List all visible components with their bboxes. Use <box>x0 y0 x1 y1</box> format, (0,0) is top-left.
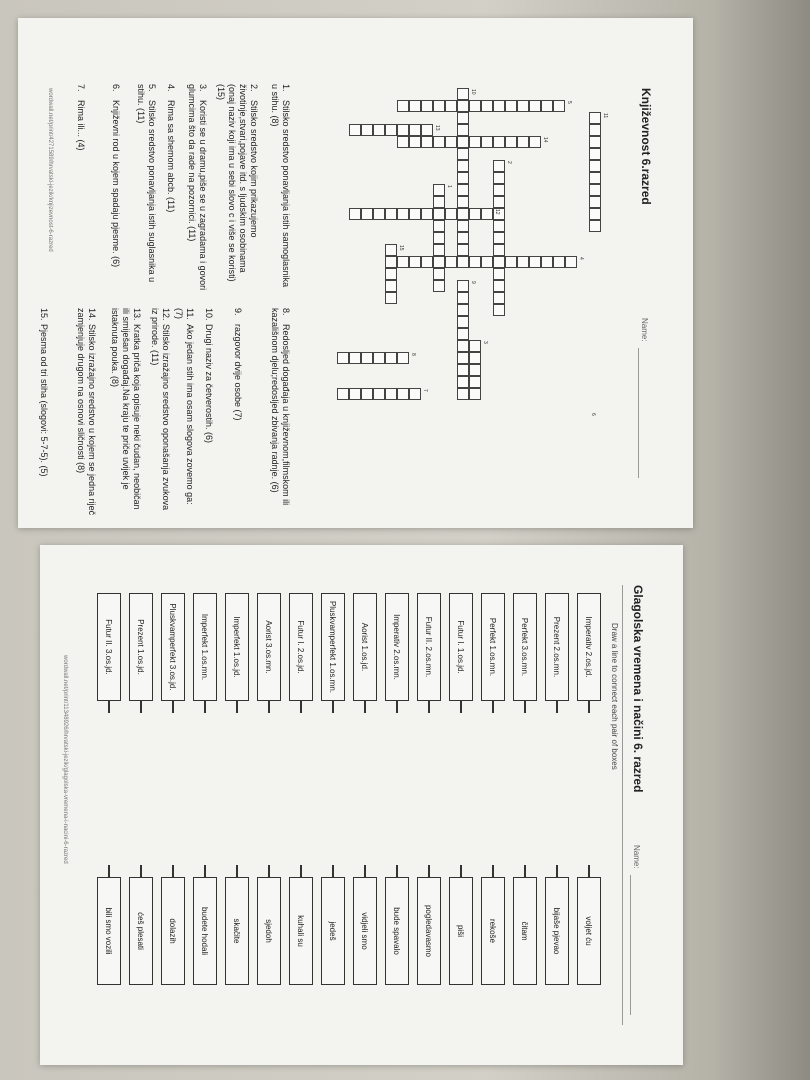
right-box[interactable]: bili smo vozili <box>97 877 121 985</box>
crossword-cell[interactable] <box>337 388 349 400</box>
connector-stub[interactable] <box>237 701 239 713</box>
crossword-cell[interactable] <box>373 388 385 400</box>
crossword-cell[interactable] <box>385 256 397 268</box>
clue-number: 8. <box>281 308 291 316</box>
right-box[interactable]: piši <box>449 877 473 985</box>
crossword-cell[interactable] <box>589 160 601 172</box>
crossword-grid <box>323 88 613 416</box>
crossword-cell[interactable] <box>589 208 601 220</box>
right-box[interactable]: skačite <box>225 877 249 985</box>
crossword-cell[interactable] <box>457 352 469 364</box>
crossword-cell[interactable] <box>445 136 457 148</box>
connector-stub[interactable] <box>557 701 559 713</box>
crossword-cell[interactable] <box>385 124 397 136</box>
clue-number: 6. <box>111 84 122 92</box>
crossword-cell[interactable] <box>373 124 385 136</box>
clue-number: 12. <box>161 308 171 321</box>
left-box[interactable]: Futur II. 2.os.mn. <box>417 593 441 701</box>
crossword-cell[interactable] <box>349 208 361 220</box>
crossword-cell[interactable] <box>409 100 421 112</box>
crossword-cell[interactable] <box>433 244 445 256</box>
crossword-cell[interactable] <box>517 256 529 268</box>
crossword-cell[interactable] <box>541 100 553 112</box>
crossword-cell[interactable] <box>433 184 445 196</box>
clue-number-marker: 7 <box>422 389 428 392</box>
clue-number-marker: 14 <box>542 137 548 143</box>
clue-number: 11. <box>185 308 195 320</box>
connector-stub[interactable] <box>109 865 111 877</box>
crossword-cell[interactable] <box>493 292 505 304</box>
right-box[interactable]: ćeš plesati <box>129 877 153 985</box>
crossword-cell[interactable] <box>457 316 469 328</box>
crossword-cell[interactable] <box>349 352 361 364</box>
crossword-cell[interactable] <box>457 100 469 112</box>
right-box[interactable]: voljet ću <box>577 877 601 985</box>
left-box[interactable]: Aorist 1.os.jd. <box>353 593 377 701</box>
clue-text: Drugi naziv za četverostih. (6) <box>204 324 215 444</box>
crossword-cell[interactable] <box>505 256 517 268</box>
clue-text: Stilsko sredstvo kojim prikazujemo životinje,stvari,pojave itd. s ljudskim osobinama (onaj naziv koji ima u sebi slovo c i više se koristi) (15) <box>216 84 259 282</box>
crossword-cell[interactable] <box>481 136 493 148</box>
crossword-cell[interactable] <box>589 136 601 148</box>
crossword-cell[interactable] <box>409 208 421 220</box>
crossword-cell[interactable] <box>469 208 481 220</box>
clue-number: 7. <box>76 84 87 92</box>
crossword-cell[interactable] <box>589 196 601 208</box>
clue-number-marker: 6 <box>590 413 596 416</box>
right-box[interactable]: budete hodali <box>193 877 217 985</box>
crossword-cell[interactable] <box>361 124 373 136</box>
crossword-cell[interactable] <box>421 136 433 148</box>
connector-stub[interactable] <box>365 701 367 713</box>
crossword-cell[interactable] <box>457 232 469 244</box>
connector-stub[interactable] <box>301 701 303 713</box>
crossword-cell[interactable] <box>385 352 397 364</box>
crossword-footer: wordwall.net/print/4271589/hrvatski-jezik/knjizevnost-6-razred <box>47 88 53 252</box>
right-box[interactable]: vidjeli smo <box>353 877 377 985</box>
clue-text: Kratka priča koja opisuje neki čudan, neobičan ili smiješan događaj.Na kraju te priče uvijek je istaknuta pouka. (8) <box>110 308 143 510</box>
title-rule <box>622 585 623 1025</box>
connector-stub[interactable] <box>333 701 335 713</box>
crossword-cell[interactable] <box>457 136 469 148</box>
crossword-cell[interactable] <box>493 304 505 316</box>
crossword-cell[interactable] <box>349 124 361 136</box>
clue-item <box>173 308 195 518</box>
clue-item <box>165 84 176 294</box>
left-box[interactable]: Imperfekt 1.os.jd. <box>225 593 249 701</box>
crossword-cell[interactable] <box>493 244 505 256</box>
crossword-cell[interactable] <box>409 124 421 136</box>
crossword-cell[interactable] <box>529 136 541 148</box>
crossword-cell[interactable] <box>529 100 541 112</box>
crossword-cell[interactable] <box>457 112 469 124</box>
connector-stub[interactable] <box>205 865 207 877</box>
crossword-cell[interactable] <box>385 388 397 400</box>
clue-item <box>215 84 259 294</box>
crossword-cell[interactable] <box>553 256 565 268</box>
connector-stub[interactable] <box>397 865 399 877</box>
crossword-cell[interactable] <box>493 232 505 244</box>
clue-item <box>109 308 142 518</box>
connector-stub[interactable] <box>525 701 527 713</box>
crossword-cell[interactable] <box>493 100 505 112</box>
clue-item <box>203 308 214 518</box>
crossword-cell[interactable] <box>457 376 469 388</box>
crossword-cell[interactable] <box>385 280 397 292</box>
crossword-cell[interactable] <box>457 364 469 376</box>
right-box[interactable]: sjedoh <box>257 877 281 985</box>
clue-number-marker: 15 <box>398 245 404 251</box>
connector-stub[interactable] <box>397 701 399 713</box>
clue-number: 4. <box>165 84 176 92</box>
right-box[interactable]: čitam <box>513 877 537 985</box>
crossword-cell[interactable] <box>433 196 445 208</box>
crossword-cell[interactable] <box>433 100 445 112</box>
crossword-cell[interactable] <box>385 208 397 220</box>
crossword-cell[interactable] <box>565 256 577 268</box>
clue-text: Pjesma od tri stiha (slogovi: 5-7-5). (5) <box>38 324 49 477</box>
crossword-cell[interactable] <box>493 220 505 232</box>
crossword-cell[interactable] <box>409 256 421 268</box>
clue-text: Rima sa shemom abcb. (11) <box>165 100 176 213</box>
clue-text: Koristi se u dramu,piše se u zagradama i govori glumcima što da rade na pozornici. (11) <box>186 84 208 291</box>
connector-stub[interactable] <box>205 701 207 713</box>
connector-stub[interactable] <box>589 701 591 713</box>
crossword-cell[interactable] <box>433 136 445 148</box>
crossword-cell[interactable] <box>361 208 373 220</box>
crossword-cell[interactable] <box>589 148 601 160</box>
left-box[interactable]: Futur II. 3.os.jd. <box>97 593 121 701</box>
crossword-cell[interactable] <box>517 100 529 112</box>
crossword-cell[interactable] <box>421 256 433 268</box>
right-box[interactable]: kuhali su <box>289 877 313 985</box>
crossword-cell[interactable] <box>397 136 409 148</box>
crossword-cell[interactable] <box>457 292 469 304</box>
crossword-cell[interactable] <box>457 256 469 268</box>
matching-instruction: Draw a line to connect each pair of boxes <box>610 623 619 770</box>
connector-stub[interactable] <box>269 701 271 713</box>
connector-stub[interactable] <box>461 701 463 713</box>
crossword-cell[interactable] <box>505 100 517 112</box>
left-box[interactable]: Perfekt 3.os.mn. <box>513 593 537 701</box>
connector-stub[interactable] <box>141 701 143 713</box>
left-box[interactable]: Imperfekt 1.os.mn. <box>193 593 217 701</box>
clue-number-marker: 10 <box>470 89 476 95</box>
clue-number-marker: 9 <box>470 281 476 284</box>
crossword-cell[interactable] <box>493 136 505 148</box>
clue-number: 5. <box>146 84 157 92</box>
crossword-cell[interactable] <box>457 172 469 184</box>
connector-stub[interactable] <box>557 865 559 877</box>
crossword-cell[interactable] <box>349 388 361 400</box>
crossword-cell[interactable] <box>457 388 469 400</box>
clue-text: Stilsko izražajno sredstvo oponašanja zvukova iz prirode. (11) <box>150 308 171 511</box>
clue-number-marker: 3 <box>482 341 488 344</box>
crossword-cell[interactable] <box>457 280 469 292</box>
left-box[interactable]: Prezent 2.os.mn. <box>545 593 569 701</box>
crossword-cell[interactable] <box>589 112 601 124</box>
crossword-cell[interactable] <box>409 136 421 148</box>
crossword-cell[interactable] <box>469 388 481 400</box>
crossword-cell[interactable] <box>589 184 601 196</box>
crossword-cell[interactable] <box>469 364 481 376</box>
crossword-cell[interactable] <box>457 328 469 340</box>
crossword-cell[interactable] <box>589 220 601 232</box>
left-box[interactable]: Perfekt 1.os.mn. <box>481 593 505 701</box>
clue-item <box>149 308 171 518</box>
crossword-cell[interactable] <box>469 340 481 352</box>
crossword-cell[interactable] <box>469 136 481 148</box>
crossword-cell[interactable] <box>457 196 469 208</box>
name-line-matching <box>630 875 631 1015</box>
crossword-cell[interactable] <box>433 268 445 280</box>
crossword-cell[interactable] <box>361 388 373 400</box>
crossword-cell[interactable] <box>505 136 517 148</box>
crossword-cell[interactable] <box>457 340 469 352</box>
clue-number: 15. <box>38 308 49 321</box>
crossword-cell[interactable] <box>541 256 553 268</box>
crossword-cell[interactable] <box>397 100 409 112</box>
crossword-cell[interactable] <box>493 172 505 184</box>
clue-number: 13. <box>132 308 143 321</box>
crossword-cell[interactable] <box>457 124 469 136</box>
crossword-cell[interactable] <box>457 148 469 160</box>
clue-text: Stilsko sredstvo ponavljanja istih samoglasnika u stihu. (8) <box>270 84 291 288</box>
clue-item <box>38 308 49 518</box>
clue-number-marker: 11 <box>602 113 608 119</box>
crossword-cell[interactable] <box>469 256 481 268</box>
clue-number-marker: 1 <box>446 185 452 188</box>
clue-number-marker: 5 <box>566 101 572 104</box>
connector-stub[interactable] <box>237 865 239 877</box>
right-box[interactable]: rekoše <box>481 877 505 985</box>
crossword-cell[interactable] <box>445 208 457 220</box>
crossword-cell[interactable] <box>457 160 469 172</box>
clue-item <box>269 84 291 294</box>
crossword-cell[interactable] <box>445 100 457 112</box>
right-box[interactable]: jedeš <box>321 877 345 985</box>
clue-number-marker: 12 <box>494 209 500 215</box>
crossword-cell[interactable] <box>493 196 505 208</box>
connector-stub[interactable] <box>493 865 495 877</box>
crossword-cell[interactable] <box>457 88 469 100</box>
left-box[interactable]: Prezent 1.os.jd. <box>129 593 153 701</box>
crossword-cell[interactable] <box>457 184 469 196</box>
crossword-cell[interactable] <box>469 352 481 364</box>
left-box[interactable]: Futur I. 1.os.jd. <box>449 593 473 701</box>
connector-stub[interactable] <box>173 701 175 713</box>
crossword-cell[interactable] <box>397 256 409 268</box>
connector-stub[interactable] <box>365 865 367 877</box>
connector-stub[interactable] <box>141 865 143 877</box>
crossword-cell[interactable] <box>553 100 565 112</box>
connector-stub[interactable] <box>173 865 175 877</box>
crossword-cell[interactable] <box>457 220 469 232</box>
clue-number-marker: 8 <box>410 353 416 356</box>
connector-stub[interactable] <box>429 701 431 713</box>
crossword-worksheet <box>18 18 693 528</box>
crossword-cell[interactable] <box>385 268 397 280</box>
crossword-cell[interactable] <box>529 256 541 268</box>
crossword-cell[interactable] <box>493 256 505 268</box>
left-box[interactable]: Pluskvamperfekt 3.os.jd. <box>161 593 185 701</box>
clue-number: 2. <box>249 84 259 92</box>
left-box[interactable]: Imperativ 2.os.mn. <box>385 593 409 701</box>
crossword-cell[interactable] <box>397 352 409 364</box>
clue-number: 14. <box>86 308 97 321</box>
crossword-cell[interactable] <box>517 136 529 148</box>
connector-stub[interactable] <box>589 865 591 877</box>
clue-text: Rima ili... (4) <box>76 100 87 151</box>
clue-number: 3. <box>197 84 208 92</box>
crossword-cell[interactable] <box>373 352 385 364</box>
right-box[interactable]: bijaše pjevao <box>545 877 569 985</box>
crossword-cell[interactable] <box>397 208 409 220</box>
connector-stub[interactable] <box>429 865 431 877</box>
crossword-cell[interactable] <box>337 352 349 364</box>
connector-stub[interactable] <box>525 865 527 877</box>
crossword-cell[interactable] <box>481 208 493 220</box>
right-box[interactable]: pogledavasmo <box>417 877 441 985</box>
crossword-cell[interactable] <box>409 388 421 400</box>
matching-worksheet <box>40 545 683 1065</box>
crossword-cell[interactable] <box>493 280 505 292</box>
clue-item <box>135 84 157 294</box>
left-box[interactable]: Aorist 3.os.mn. <box>257 593 281 701</box>
crossword-cell[interactable] <box>589 124 601 136</box>
crossword-cell[interactable] <box>373 208 385 220</box>
clue-number: 9. <box>233 308 243 316</box>
name-label: Name: <box>640 318 649 342</box>
crossword-cell[interactable] <box>433 280 445 292</box>
crossword-cell[interactable] <box>421 100 433 112</box>
name-label-matching: Name: <box>632 845 641 869</box>
crossword-cell[interactable] <box>361 352 373 364</box>
name-line <box>638 348 639 478</box>
connector-stub[interactable] <box>493 701 495 713</box>
crossword-cell[interactable] <box>433 232 445 244</box>
crossword-cell[interactable] <box>493 268 505 280</box>
crossword-cell[interactable] <box>469 100 481 112</box>
left-box[interactable]: Pluskvamperfekt 1.os.mn. <box>321 593 345 701</box>
crossword-cell[interactable] <box>493 184 505 196</box>
crossword-cell[interactable] <box>589 172 601 184</box>
matching-footer: wordwall.net/print/11348926/hrvatski-jezik/glagolska-vremena-i-nacini-6-razred <box>62 655 68 864</box>
clue-item <box>75 84 86 294</box>
clue-number-marker: 4 <box>578 257 584 260</box>
clue-item <box>269 308 291 518</box>
clue-item <box>110 84 121 294</box>
crossword-cell[interactable] <box>493 160 505 172</box>
clue-item <box>75 308 97 518</box>
clue-text: Književni rod u kojem spadaju pjesme. (6) <box>111 100 122 268</box>
crossword-cell[interactable] <box>421 124 433 136</box>
clue-number: 1. <box>281 84 291 92</box>
crossword-cell[interactable] <box>457 244 469 256</box>
crossword-cell[interactable] <box>385 292 397 304</box>
clue-text: razgovor dvije osobe (7) <box>233 324 243 421</box>
clue-text: Stilsko sredstvo ponavljanja istih suglasnika u stihu. (11) <box>135 84 157 283</box>
matching-title: Glagolska vremena i načini 6. razred <box>631 585 645 793</box>
crossword-cell[interactable] <box>457 304 469 316</box>
connector-stub[interactable] <box>333 865 335 877</box>
clue-text: Stilsko izražajno sredstvo u kojem se jedna riječ zamjenjuje drugom na osnovi sličnosti (8) <box>75 308 97 516</box>
crossword-cell[interactable] <box>397 388 409 400</box>
crossword-cell[interactable] <box>469 376 481 388</box>
crossword-cell[interactable] <box>385 244 397 256</box>
crossword-cell[interactable] <box>445 256 457 268</box>
crossword-cell[interactable] <box>397 124 409 136</box>
crossword-cell[interactable] <box>481 256 493 268</box>
clue-text: Redosljed događaja u književnom,filmskom ili kazališnom djelu;redosljed zbivanja radnje. (6) <box>270 308 291 506</box>
crossword-cell[interactable] <box>481 100 493 112</box>
clue-number: 10. <box>204 308 215 321</box>
clue-text: Ako jedan stih ima osam slogova zovemo ga: (7) <box>174 308 195 505</box>
clue-item <box>232 308 243 518</box>
connector-stub[interactable] <box>109 701 111 713</box>
clue-number-marker: 13 <box>434 125 440 131</box>
connector-stub[interactable] <box>301 865 303 877</box>
connector-stub[interactable] <box>461 865 463 877</box>
right-box[interactable]: bude spavalo <box>385 877 409 985</box>
crossword-cell[interactable] <box>433 256 445 268</box>
left-box[interactable]: Futur I. 2.os.jd. <box>289 593 313 701</box>
crossword-cell[interactable] <box>421 208 433 220</box>
crossword-cell[interactable] <box>433 208 445 220</box>
crossword-cell[interactable] <box>433 220 445 232</box>
connector-stub[interactable] <box>269 865 271 877</box>
right-box[interactable]: dolazih <box>161 877 185 985</box>
clue-number-marker: 2 <box>506 161 512 164</box>
crossword-title: Književnost 6.razred <box>639 88 653 205</box>
clue-item <box>186 84 208 294</box>
left-box[interactable]: Imperativ 2.os.jd. <box>577 593 601 701</box>
crossword-cell[interactable] <box>457 208 469 220</box>
